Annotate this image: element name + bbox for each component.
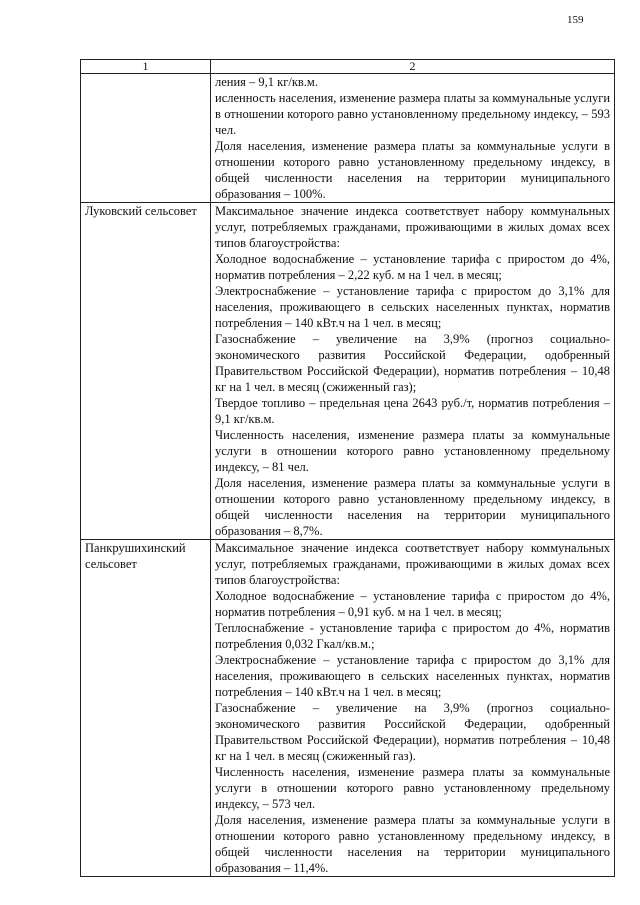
indices-table [80, 59, 615, 877]
paragraph: Газоснабжение – увеличение на 3,9% (прогноз социально-экономического развития Российской Федерации, одобренный Правительством Российской Федерации), норматив потребления – 10,48 кг на 1 чел. в месяц (сжиженный газ); [215, 332, 610, 394]
paragraph: ления – 9,1 кг/кв.м. [215, 75, 318, 89]
paragraph: Электроснабжение – установление тарифа с приростом до 3,1% для населения, проживающего в сельских населенных пунктах, норматив потребления – 140 кВт.ч на 1 чел. в месяц; [215, 284, 610, 330]
paragraph: Холодное водоснабжение – установление тарифа с приростом до 4%, норматив потребления – 2,22 куб. м на 1 чел. в месяц; [215, 252, 610, 282]
description-cell [211, 74, 615, 203]
paragraph: Газоснабжение – увеличение на 3,9% (прогноз социально-экономического развития Российской Федерации, одобренный Правительством Российской Федерации), норматив потребления – 10,48 кг на 1 чел. в месяц (сжиженный газ). [215, 701, 610, 763]
description-cell [211, 203, 615, 540]
paragraph: Максимальное значение индекса соответствует набору коммунальных услуг, потребляемых гражданами, проживающими в жилых домах всех типов благоустройства: [215, 204, 610, 250]
municipality-cell: Луковский сельсовет [81, 203, 211, 540]
column-number-2: 2 [211, 60, 615, 74]
paragraph: Твердое топливо – предельная цена 2643 руб./т, норматив потребления – 9,1 кг/кв.м. [215, 396, 610, 426]
table-header-row [81, 60, 615, 74]
column-number-1: 1 [81, 60, 211, 74]
paragraph: исленность населения, изменение размера платы за коммунальные услуги в отношении которого равно установленному предельному индексу, – 593 чел. [215, 91, 611, 137]
description-cell [211, 540, 615, 877]
table-row [81, 203, 615, 540]
paragraph: Доля населения, изменение размера платы за коммунальные услуги в отношении которого равно установленному предельному индексу, в общей численности населения на территории муниципального образования – 8,7%. [215, 476, 610, 538]
paragraph: Доля населения, изменение размера платы за коммунальные услуги в отношении которого равно установленному предельному индексу, в общей численности населения на территории муниципального образования – 100%. [215, 139, 610, 201]
table-row [81, 74, 615, 203]
paragraph: Доля населения, изменение размера платы за коммунальные услуги в отношении которого равно установленному предельному индексу, в общей численности населения на территории муниципального образования – 11,4%. [215, 813, 610, 875]
municipality-cell: Панкрушихинский сельсовет [81, 540, 211, 877]
paragraph: Электроснабжение – установление тарифа с приростом до 3,1% для населения, проживающего в сельских населенных пунктах, норматив потребления – 140 кВт.ч на 1 чел. в месяц; [215, 653, 610, 699]
page-number: 159 [567, 14, 584, 26]
paragraph: Максимальное значение индекса соответствует набору коммунальных услуг, потребляемых гражданами, проживающими в жилых домах всех типов благоустройства: [215, 541, 610, 587]
paragraph: Численность населения, изменение размера платы за коммунальные услуги в отношении которого равно установленному предельному индексу, – 573 чел. [215, 765, 610, 811]
paragraph: Холодное водоснабжение – установление тарифа с приростом до 4%, норматив потребления – 0,91 куб. м на 1 чел. в месяц; [215, 589, 610, 619]
paragraph: Численность населения, изменение размера платы за коммунальные услуги в отношении которого равно установленному предельному индексу, – 81 чел. [215, 428, 610, 474]
paragraph: Теплоснабжение - установление тарифа с приростом до 4%, норматив потребления 0,032 Гкал/кв.м.; [215, 621, 610, 651]
table-row [81, 540, 615, 877]
municipality-cell [81, 74, 211, 203]
